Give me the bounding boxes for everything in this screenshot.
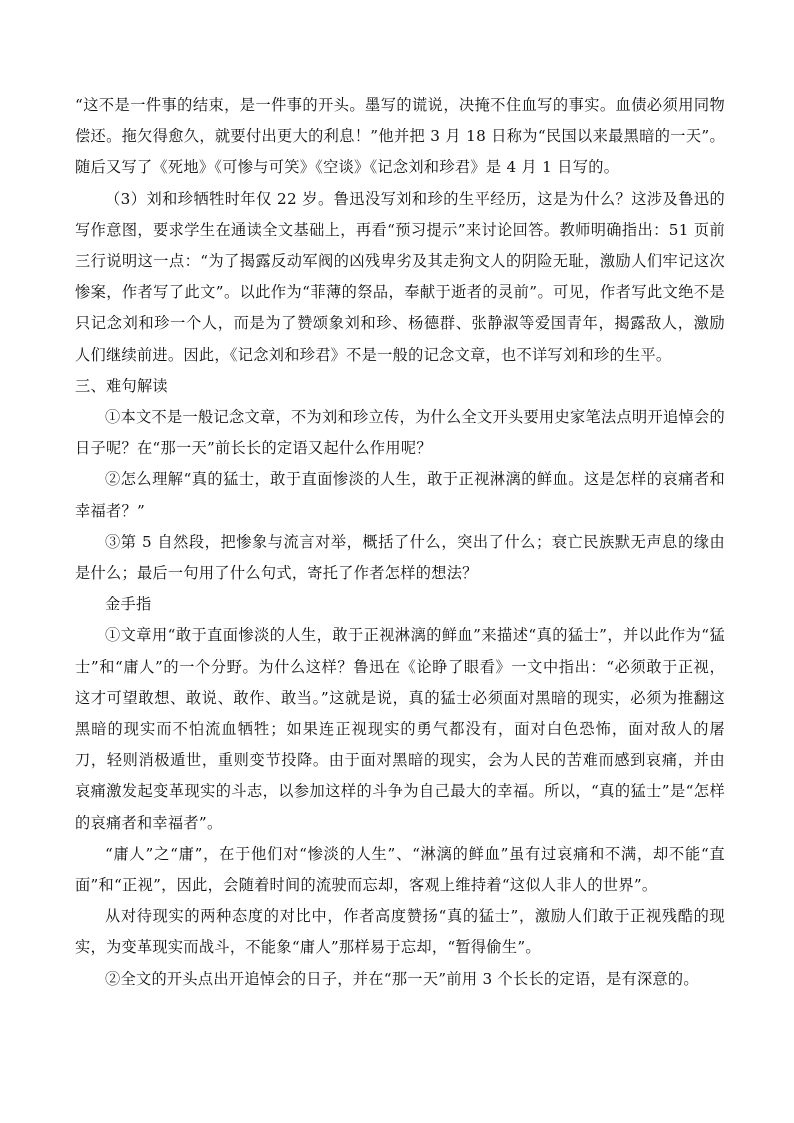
question-2: ②怎么理解“真的猛士，敢于直面惨淡的人生，敢于正视淋漓的鲜血。这是怎样的哀痛者和幸福者？” <box>75 470 725 520</box>
subheading-golden-finger: 金手指 <box>105 595 152 614</box>
paragraph-quote-continuation: “这不是一件事的结束，是一件事的开头。墨写的谎说，决掩不住血写的事实。血债必须用同物偿还。拖欠得愈久，就要付出更大的利息！”他并把 3 月 18 日称为“民国以来最黑暗的一天”。随后又写了《死地》《可惨与可笑》《空谈》《记念刘和珍君》是 4 月 1 日写的。 <box>75 96 725 177</box>
answer-2: ②全文的开头点出开追悼会的日子，并在“那一天”前用 3 个长长的定语，是有深意的。 <box>105 969 699 988</box>
answer-1: ①文章用“敢于直面惨淡的人生，敢于正视淋漓的鲜血”来描述“真的猛士”，并以此作为“猛士”和“庸人”的一个分野。为什么这样？鲁迅在《论睁了眼看》一文中指出：“必须敢于正视，这才可望敢想、敢说、敢作、敢当。”这就是说，真的猛士必须面对黑暗的现实，必须为推翻这黑暗的现实而不怕流血牺牲；如果连正视现实的勇气都没有，面对白色恐怖，面对敌人的屠刀，轻则消极遁世，重则变节投降。由于面对黑暗的现实，会为人民的苦难而感到哀痛，并由哀痛激发起变革现实的斗志，以参加这样的斗争为自己最大的幸福。所以，“真的猛士”是“怎样的哀痛者和幸福者”。 <box>75 626 725 832</box>
answer-1-continued: “庸人”之“庸”，在于他们对“惨淡的人生”、“淋漓的鲜血”虽有过哀痛和不满，却不能“直面”和“正视”，因此，会随着时间的流驶而忘却，客观上维持着“这似人非人的世界”。 <box>75 844 725 895</box>
paragraph-point-3: （3）刘和珍牺牲时年仅 22 岁。鲁迅没写刘和珍的生平经历，这是为什么？这涉及鲁迅的写作意图，要求学生在通读全文基础上，再看“预习提示”来讨论回答。教师明确指出：51 页前三行说明这一点：“为了揭露反动军阀的凶残卑劣及其走狗文人的阴险无耻，激励人们牢记这次惨案，作者写了此文”。以此作为“菲薄的祭品，奉献于逝者的灵前”。可见，作者写此文绝不是只记念刘和珍一个人，而是为了赞颂象刘和珍、杨德群、张静淑等爱国青年，揭露敌人，激励人们继续前进。因此，《记念刘和珍君》不是一般的记念文章，也不详写刘和珍的生平。 <box>75 189 725 364</box>
question-3: ③第 5 自然段，把惨象与流言对举，概括了什么，突出了什么；衰亡民族默无声息的缘由是什么；最后一句用了什么句式，寄托了作者怎样的想法？ <box>75 532 725 583</box>
section-heading-difficult-sentences: 三、难句解读 <box>75 376 168 395</box>
question-1: ①本文不是一般记念文章，不为刘和珍立传，为什么全文开头要用史家笔法点明开追悼会的日子呢？在“那一天”前长长的定语又起什么作用呢？ <box>75 408 725 458</box>
answer-1-conclusion: 从对待现实的两种态度的对比中，作者高度赞扬“真的猛士”，激励人们敢于正视残酷的现实，为变革现实而战斗，不能象“庸人”那样易于忘却，“暂得偷生”。 <box>75 907 725 957</box>
document-body <box>75 90 725 995</box>
